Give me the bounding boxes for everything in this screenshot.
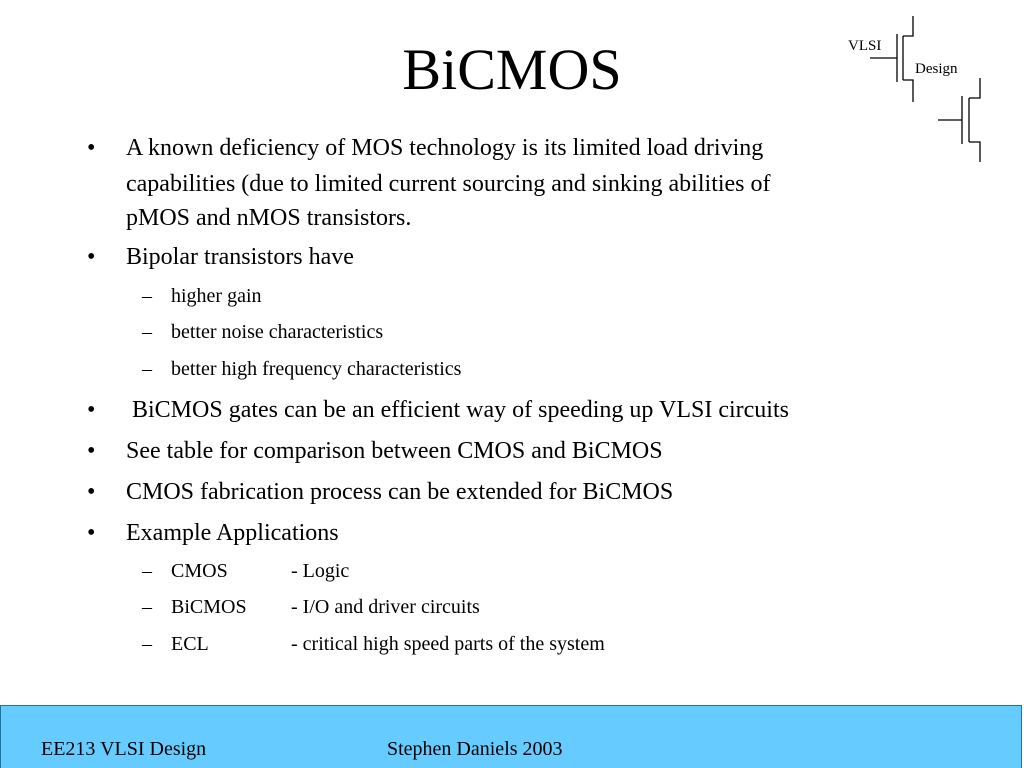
bullet-text: pMOS and nMOS transistors. [126, 205, 412, 231]
dash-marker: – [142, 285, 152, 307]
bullet-text: BiCMOS gates can be an efficient way of speeding up VLSI circuits [126, 397, 789, 423]
application-name: BiCMOS [171, 596, 247, 618]
bullet-marker: • [87, 244, 96, 270]
bullet-text: Example Applications [126, 520, 339, 546]
bullet-text: See table for comparison between CMOS and BiCMOS [126, 438, 663, 464]
bullet-text: CMOS fabrication process can be extended for BiCMOS [126, 479, 674, 505]
dash-marker: – [142, 560, 152, 582]
slide-title: BiCMOS [402, 37, 622, 102]
dash-marker: – [142, 633, 152, 655]
bullet-marker: • [87, 520, 96, 546]
dash-marker: – [142, 358, 152, 380]
logo-vlsi-text: VLSI [848, 38, 882, 54]
application-desc: - Logic [291, 560, 350, 582]
bullet-marker: • [87, 135, 96, 161]
dash-marker: – [142, 596, 152, 618]
application-desc: - critical high speed parts of the system [291, 633, 605, 655]
bullet-marker: • [87, 479, 96, 505]
sub-bullet-text: higher gain [171, 285, 262, 307]
application-name: CMOS [171, 560, 228, 582]
application-desc: - I/O and driver circuits [291, 596, 480, 618]
slide-footer [0, 705, 1022, 768]
bullet-text: Bipolar transistors have [126, 244, 354, 270]
bullet-text: A known deficiency of MOS technology is its limited load driving [126, 135, 764, 161]
footer-course: EE213 VLSI Design [41, 738, 207, 760]
bullet-marker: • [87, 438, 96, 464]
bullet-marker: • [87, 397, 96, 423]
bullet-text: capabilities (due to limited current sourcing and sinking abilities of [126, 171, 771, 197]
application-name: ECL [171, 633, 209, 655]
dash-marker: – [142, 321, 152, 343]
sub-bullet-text: better high frequency characteristics [171, 358, 462, 380]
sub-bullet-text: better noise characteristics [171, 321, 384, 343]
logo-design-text: Design [915, 61, 958, 77]
footer-author: Stephen Daniels 2003 [387, 738, 563, 760]
